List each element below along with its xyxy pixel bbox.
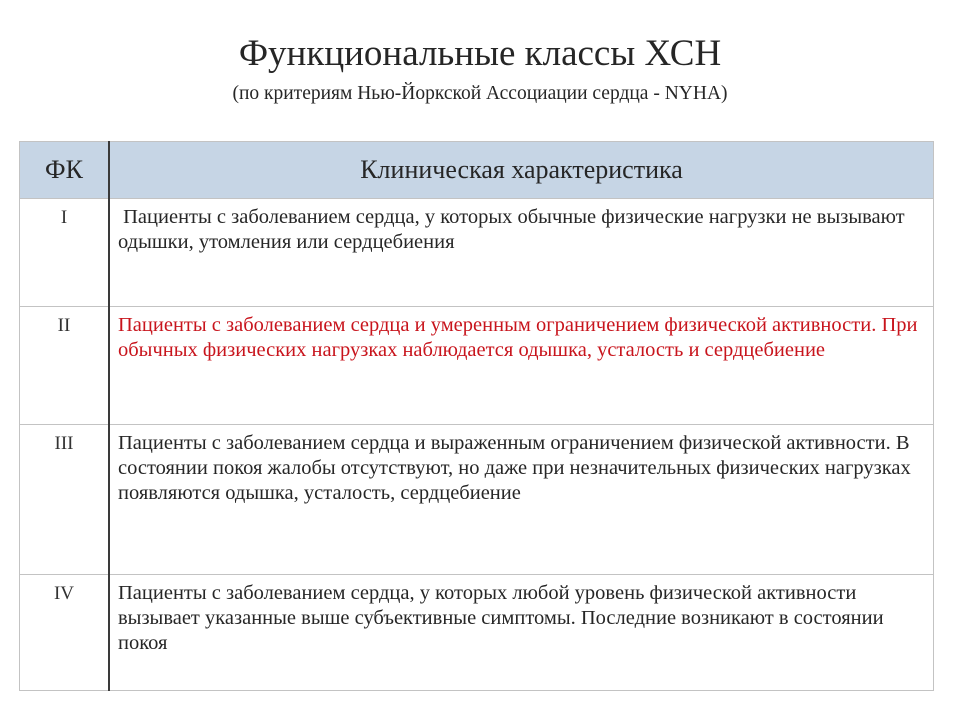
table-row bbox=[20, 307, 934, 425]
table-header-row bbox=[20, 142, 934, 199]
fc-cell: IV bbox=[20, 575, 110, 691]
characteristic-cell-highlighted: Пациенты с заболеванием сердца и умеренным ограничением физической активности. При обычных физических нагрузках наблюдается одышка, усталость и сердцебиение bbox=[109, 307, 934, 425]
table-row bbox=[20, 199, 934, 307]
fc-cell: I bbox=[20, 199, 110, 307]
column-header-fc: ФК bbox=[20, 142, 110, 199]
table-row bbox=[20, 575, 934, 691]
column-header-characteristic: Клиническая характеристика bbox=[109, 142, 934, 199]
characteristic-cell: Пациенты с заболеванием сердца, у которых обычные физические нагрузки не вызывают одышки, утомления или сердцебиения bbox=[109, 199, 934, 307]
fc-cell: III bbox=[20, 425, 110, 575]
characteristic-cell: Пациенты с заболеванием сердца, у которых любой уровень физической активности вызывает указанные выше субъективные симптомы. Последние возникают в состоянии покоя bbox=[109, 575, 934, 691]
characteristic-cell: Пациенты с заболеванием сердца и выраженным ограничением физической активности. В состоянии покоя жалобы отсутствуют, но даже при незначительных физических нагрузках появляются одышка, усталость, сердцебиение bbox=[109, 425, 934, 575]
fc-cell: II bbox=[20, 307, 110, 425]
page-subtitle: (по критериям Нью-Йоркской Ассоциации сердца - NYHA) bbox=[232, 83, 728, 104]
table-row bbox=[20, 425, 934, 575]
nyha-classes-table bbox=[19, 141, 934, 691]
page-title: Функциональные классы ХСН bbox=[238, 33, 722, 74]
